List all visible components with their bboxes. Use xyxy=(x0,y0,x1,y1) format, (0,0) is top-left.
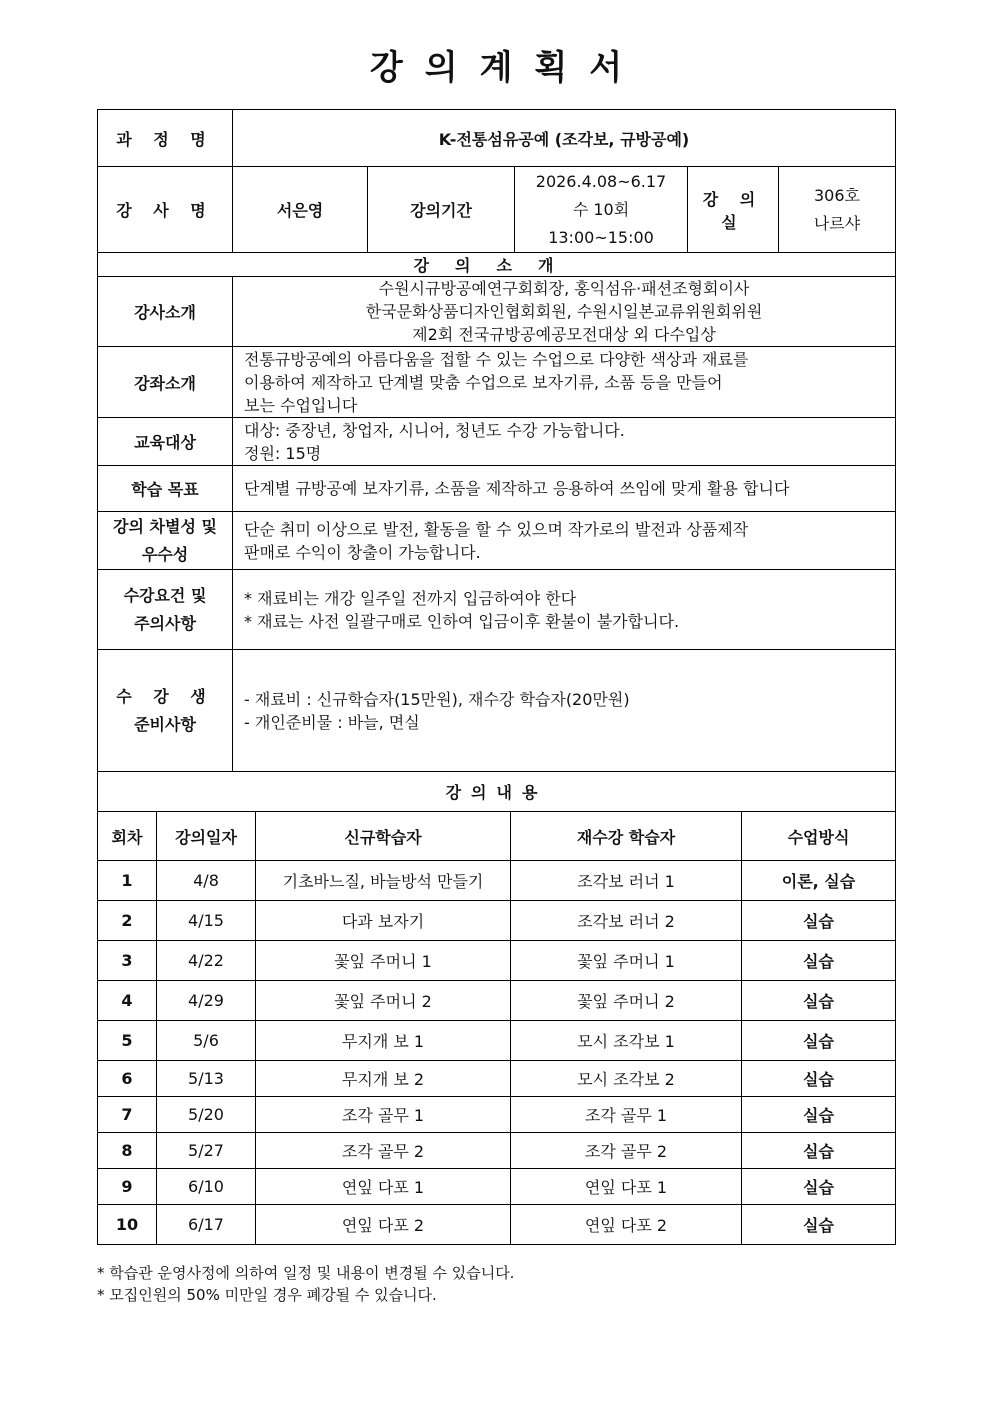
instructor-label: 강 사 명 xyxy=(98,167,233,253)
instructor-intro-label: 강사소개 xyxy=(98,277,233,347)
prep-label xyxy=(98,650,233,772)
period-label: 강의기간 xyxy=(368,167,515,253)
schedule-row xyxy=(98,941,896,981)
class-method: 실습 xyxy=(742,901,896,941)
footnote: * 모집인원의 50% 미만일 경우 폐강될 수 있습니다. xyxy=(97,1284,514,1306)
course-label: 과 정 명 xyxy=(98,110,233,167)
prep-label-line: 준비사항 xyxy=(134,714,196,734)
goal-label: 학습 목표 xyxy=(98,466,233,512)
document-title: 강의계획서 xyxy=(369,48,645,88)
schedule-row xyxy=(98,1061,896,1097)
new-learner-topic: 무지개 보 1 xyxy=(256,1021,511,1061)
session-number: 6 xyxy=(98,1061,157,1097)
prep-line: - 재료비 : 신규학습자(15만원), 재수강 학습자(20만원) xyxy=(244,689,630,709)
session-number: 9 xyxy=(98,1169,157,1205)
schedule-header-new: 신규학습자 xyxy=(256,812,511,861)
schedule-row xyxy=(98,981,896,1021)
session-date: 4/29 xyxy=(157,981,256,1021)
repeat-learner-topic: 모시 조각보 2 xyxy=(511,1061,742,1097)
new-learner-topic: 연잎 다포 1 xyxy=(256,1169,511,1205)
repeat-learner-topic: 조각 골무 1 xyxy=(511,1097,742,1133)
session-number: 3 xyxy=(98,941,157,981)
class-method: 실습 xyxy=(742,1133,896,1169)
info-table xyxy=(97,109,896,812)
distinct-label-line: 강의 차별성 및 xyxy=(113,516,217,536)
course-intro-line: 이용하여 제작하고 단계별 맞춤 수업으로 보자기류, 소품 등을 만들어 xyxy=(244,372,723,392)
schedule-row xyxy=(98,1021,896,1061)
goal-text: 단계별 규방공예 보자기류, 소품을 제작하고 응용하여 쓰임에 맞게 활용 합니다 xyxy=(233,466,896,512)
instructor-intro-line: 수원시규방공예연구회회장, 홍익섬유·패션조형회이사 xyxy=(378,279,750,298)
session-number: 10 xyxy=(98,1205,157,1245)
session-date: 4/8 xyxy=(157,861,256,901)
requirements-text xyxy=(233,570,896,650)
session-number: 2 xyxy=(98,901,157,941)
class-method: 실습 xyxy=(742,1021,896,1061)
intro-section-header: 강의소개 xyxy=(98,253,896,277)
class-method: 실습 xyxy=(742,1169,896,1205)
course-intro-line: 보는 수업입니다 xyxy=(244,395,358,415)
schedule-header-date: 강의일자 xyxy=(157,812,256,861)
session-date: 6/10 xyxy=(157,1169,256,1205)
course-intro-text xyxy=(233,347,896,418)
session-number: 7 xyxy=(98,1097,157,1133)
requirements-line: * 재료는 사전 일괄구매로 인하여 입금이후 환불이 불가합니다. xyxy=(244,611,680,631)
class-method: 실습 xyxy=(742,981,896,1021)
session-number: 5 xyxy=(98,1021,157,1061)
session-date: 5/27 xyxy=(157,1133,256,1169)
schedule-header-method: 수업방식 xyxy=(742,812,896,861)
instructor-intro-text xyxy=(233,277,896,347)
prep-text xyxy=(233,650,896,772)
period-time: 13:00~15:00 xyxy=(548,227,654,247)
content-section-header: 강의내용 xyxy=(98,772,896,812)
footnotes xyxy=(97,1262,514,1306)
course-intro-line: 전통규방공예의 아름다움을 접할 수 있는 수업으로 다양한 색상과 재료를 xyxy=(244,349,749,369)
session-date: 6/17 xyxy=(157,1205,256,1245)
class-method: 실습 xyxy=(742,1205,896,1245)
room-label: 강 의 실 xyxy=(688,167,779,253)
period-count: 수 10회 xyxy=(572,199,630,219)
instructor-intro-line: 제2회 전국규방공예공모전대상 외 다수입상 xyxy=(412,325,716,344)
schedule-row xyxy=(98,901,896,941)
room-value xyxy=(779,167,896,253)
footnote: * 학습관 운영사정에 의하여 일정 및 내용이 변경될 수 있습니다. xyxy=(97,1262,514,1284)
requirements-line: * 재료비는 개강 일주일 전까지 입금하여야 한다 xyxy=(244,588,577,608)
class-method: 실습 xyxy=(742,1097,896,1133)
session-number: 4 xyxy=(98,981,157,1021)
schedule-row xyxy=(98,1169,896,1205)
schedule-row xyxy=(98,1205,896,1245)
target-label: 교육대상 xyxy=(98,418,233,466)
instructor-intro-line: 한국문화상품디자인협회회원, 수원시일본교류위원회위원 xyxy=(365,302,763,321)
distinct-label xyxy=(98,512,233,570)
class-method: 실습 xyxy=(742,1061,896,1097)
room-name: 나르샤 xyxy=(813,213,861,233)
target-line: 정원: 15명 xyxy=(244,443,322,463)
schedule-header-repeat: 재수강 학습자 xyxy=(511,812,742,861)
session-date: 5/13 xyxy=(157,1061,256,1097)
prep-label-line: 수 강 생 xyxy=(116,686,214,706)
new-learner-topic: 조각 골무 1 xyxy=(256,1097,511,1133)
repeat-learner-topic: 연잎 다포 2 xyxy=(511,1205,742,1245)
session-date: 5/20 xyxy=(157,1097,256,1133)
repeat-learner-topic: 꽃잎 주머니 1 xyxy=(511,941,742,981)
repeat-learner-topic: 조각보 러너 1 xyxy=(511,861,742,901)
period-value xyxy=(515,167,688,253)
repeat-learner-topic: 조각보 러너 2 xyxy=(511,901,742,941)
target-line: 대상: 중장년, 창업자, 시니어, 청년도 수강 가능합니다. xyxy=(244,420,625,440)
period-dates: 2026.4.08~6.17 xyxy=(535,171,667,191)
schedule-row xyxy=(98,1097,896,1133)
new-learner-topic: 꽃잎 주머니 1 xyxy=(256,941,511,981)
repeat-learner-topic: 꽃잎 주머니 2 xyxy=(511,981,742,1021)
new-learner-topic: 다과 보자기 xyxy=(256,901,511,941)
distinct-line: 판매로 수익이 창출이 가능합니다. xyxy=(244,542,481,562)
class-method: 이론, 실습 xyxy=(742,861,896,901)
prep-line: - 개인준비물 : 바늘, 면실 xyxy=(244,712,420,732)
requirements-label xyxy=(98,570,233,650)
new-learner-topic: 조각 골무 2 xyxy=(256,1133,511,1169)
new-learner-topic: 무지개 보 2 xyxy=(256,1061,511,1097)
repeat-learner-topic: 모시 조각보 1 xyxy=(511,1021,742,1061)
new-learner-topic: 기초바느질, 바늘방석 만들기 xyxy=(256,861,511,901)
schedule-row xyxy=(98,861,896,901)
schedule-table xyxy=(97,811,896,1245)
session-date: 4/22 xyxy=(157,941,256,981)
new-learner-topic: 연잎 다포 2 xyxy=(256,1205,511,1245)
requirements-label-line: 수강요건 및 xyxy=(123,585,207,605)
distinct-line: 단순 취미 이상으로 발전, 활동을 할 수 있으며 작가로의 발전과 상품제작 xyxy=(244,519,749,539)
course-intro-label: 강좌소개 xyxy=(98,347,233,418)
session-date: 5/6 xyxy=(157,1021,256,1061)
class-method: 실습 xyxy=(742,941,896,981)
schedule-row xyxy=(98,1133,896,1169)
course-name: K-전통섬유공예 (조각보, 규방공예) xyxy=(233,110,896,167)
repeat-learner-topic: 연잎 다포 1 xyxy=(511,1169,742,1205)
distinct-text xyxy=(233,512,896,570)
room-number: 306호 xyxy=(814,185,860,205)
session-date: 4/15 xyxy=(157,901,256,941)
new-learner-topic: 꽃잎 주머니 2 xyxy=(256,981,511,1021)
target-text xyxy=(233,418,896,466)
session-number: 1 xyxy=(98,861,157,901)
instructor-name: 서은영 xyxy=(233,167,368,253)
repeat-learner-topic: 조각 골무 2 xyxy=(511,1133,742,1169)
requirements-label-line: 주의사항 xyxy=(134,613,196,633)
distinct-label-line: 우수성 xyxy=(141,544,189,564)
schedule-header-session: 회차 xyxy=(98,812,157,861)
session-number: 8 xyxy=(98,1133,157,1169)
